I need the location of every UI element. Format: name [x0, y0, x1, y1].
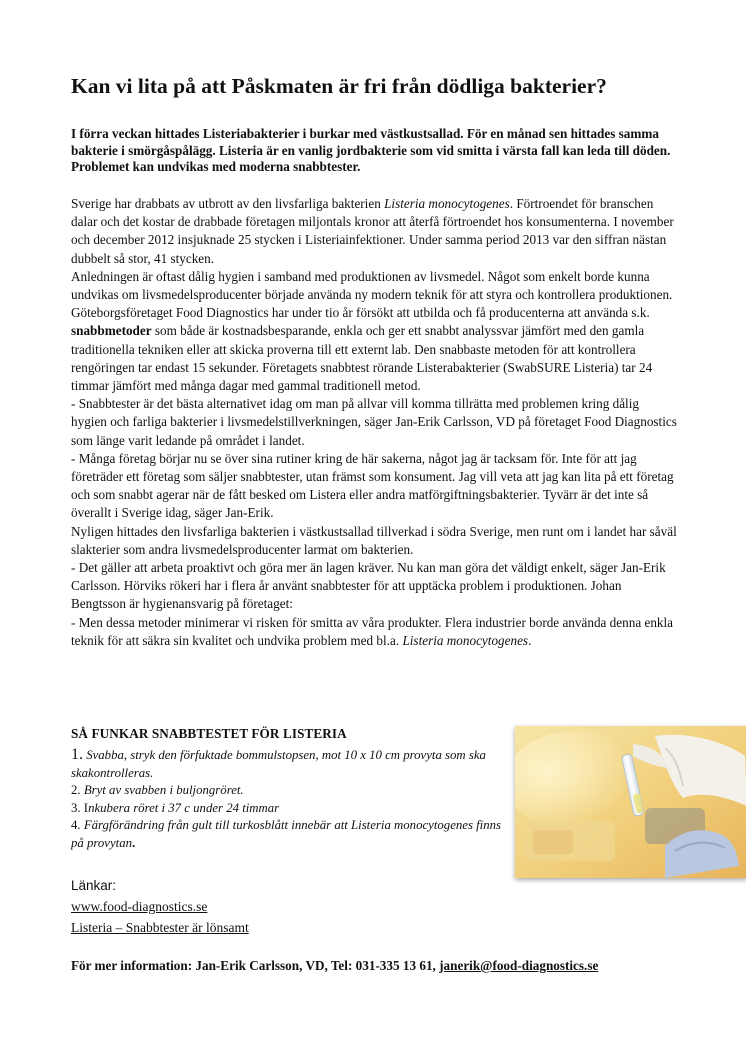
links-label: Länkar:	[71, 878, 117, 893]
step-3-text: nkubera röret i 37 c under 24 timmar	[88, 800, 280, 815]
paragraph-2	[71, 268, 677, 395]
link-listeria-snabbtester[interactable]: Listeria – Snabbtester är lönsamt	[71, 920, 249, 935]
paragraph-5: Nyligen hittades den livsfarliga bakterien i västkustsallad tillverkad i södra Sverige, men runt om i landet har såväl slakterier som andra livsmedelsproducenter larmat om bakterien.	[71, 523, 677, 557]
step-1-number: 1.	[71, 746, 83, 763]
step-2-text: Bryt av svabben i buljongröret.	[83, 783, 244, 797]
howto-title: SÅ FUNKAR SNABBTESTET FÖR LISTERIA	[71, 726, 347, 741]
step-1	[71, 746, 506, 782]
step-2	[71, 782, 506, 800]
paragraph-2-text-a: Anledningen är oftast dålig hygien i samband med produktionen av livsmedel. Något som enkelt borde kunna undvikas om livsmedelsproducenter började använda ny modern teknik för att styra och kontrollera produktionen. Göteborgsföretaget Food Diagnostics har under tio år försökt att utbilda och få producenterna att använda s.k.	[71, 268, 673, 321]
contact-email-link[interactable]: janerik@food-diagnostics.se	[439, 958, 599, 973]
paragraph-1-text-b: . Förtroendet för branschen dalar och det kostar de drabbade företagen miljontals kronor att återfå förtroendet hos konsumenterna. I november och december 2012 insjuknade 25 stycken i Listeriainfektioner. Under samma period 2013 var den siffran nästan dubbelt så stor, 41 stycken.	[71, 196, 674, 266]
headline: Kan vi lita på att Påskmaten är fri från dödliga bakterier?	[71, 74, 607, 98]
step-3-number: 3. I	[71, 800, 89, 815]
paragraph-7-text-b: .	[528, 632, 532, 648]
snabbmetoder-term: snabbmetoder	[71, 323, 152, 339]
paragraph-7-text-a: - Men dessa metoder minimerar vi risken för smitta av våra produkter. Flera industrier borde använda denna enkla teknik för att säkra sin kvalitet och undvika problem med bl.a.	[71, 614, 674, 648]
paragraph-6: - Det gäller att arbeta proaktivt och göra mer än lagen kräver. Nu kan man göra det väldigt enkelt, säger Jan-Erik Carlsson. Hörviks rökeri har i flera år använt snabbtester för att upptäcka problem i produktionen. Johan Bengtsson är hygienansvarig på företaget:	[71, 560, 666, 612]
contact-text: För mer information: Jan-Erik Carlsson, VD, Tel: 031-335 13 61,	[71, 958, 440, 973]
step-4	[71, 817, 506, 852]
link-food-diagnostics[interactable]: www.food-diagnostics.se	[71, 899, 208, 914]
article-body	[71, 195, 677, 650]
lab-photo	[515, 726, 746, 878]
species-name-2: Listeria monocytogenes	[402, 632, 529, 648]
paragraph-2-text-b: som både är kostnadsbesparande, enkla och ger ett snabbt analyssvar jämfört med den gamla traditionella tekniken eller att skicka proverna till ett externt lab. Den snabbaste metoden för att kontrollera rengöringen tar endast 15 sekunder. Företagets snabbtest rörande Listerabakterier (SwabSURE Listeria) tar 24 timmar jämfört med många dagar med gammal traditionell metod.	[71, 323, 653, 394]
step-3	[71, 800, 506, 818]
contact-line	[71, 957, 598, 975]
step-4-number: 4.	[71, 818, 81, 832]
lead-paragraph: I förra veckan hittades Listeriabakterier i burkar med västkustsallad. För en månad sen hittades samma bakterie i smörgåspålägg. Listeria är en vanlig jordbakterie som vid smitta i värsta fall kan leda till döden. Problemet kan undvikas med moderna snabbtester.	[71, 126, 671, 174]
howto-steps	[71, 746, 506, 852]
paragraph-4: - Många företag börjar nu se över sina rutiner kring de här sakerna, något jag är tacksam för. Inte för att jag företräder ett företag som säljer snabbtester, utan främst som konsument. Jag vill veta att jag kan lita på ett företag och som snabbt agerar när de fått besked om Listera eller andra matförgiftningsbakterier. Tyvärr är det inte så överallt i Sverige idag, säger Jan-Erik.	[71, 450, 674, 521]
lab-photo-illustration	[515, 726, 746, 878]
step-4-text: Färgförändring från gult till turkosblått innebär att Listeria monocytogenes finns på provytan	[71, 818, 502, 850]
paragraph-3: - Snabbtester är det bästa alternativet idag om man på allvar vill komma tillrätta med problemen kring dålig hygien och farliga bakterier i livsmedelstillverkningen, säger Jan-Erik Carlsson, VD på företaget Food Diagnostics som länge varit ledande på området i landet.	[71, 396, 677, 448]
paragraph-1	[71, 195, 677, 268]
step-2-number: 2.	[71, 783, 81, 797]
paragraph-7	[71, 614, 677, 650]
species-name: Listeria monocytogenes	[384, 196, 510, 211]
blurred-equipment-2	[533, 830, 573, 854]
step-4-end: .	[132, 835, 136, 850]
paragraph-1-text-a: Sverige har drabbats av utbrott av den livsfarliga bakterien	[71, 196, 385, 211]
step-1-text: Svabba, stryk den förfuktade bommulstopsen, mot 10 x 10 cm provyta som ska skakontrolleras.	[71, 748, 486, 780]
links-section	[71, 875, 249, 938]
